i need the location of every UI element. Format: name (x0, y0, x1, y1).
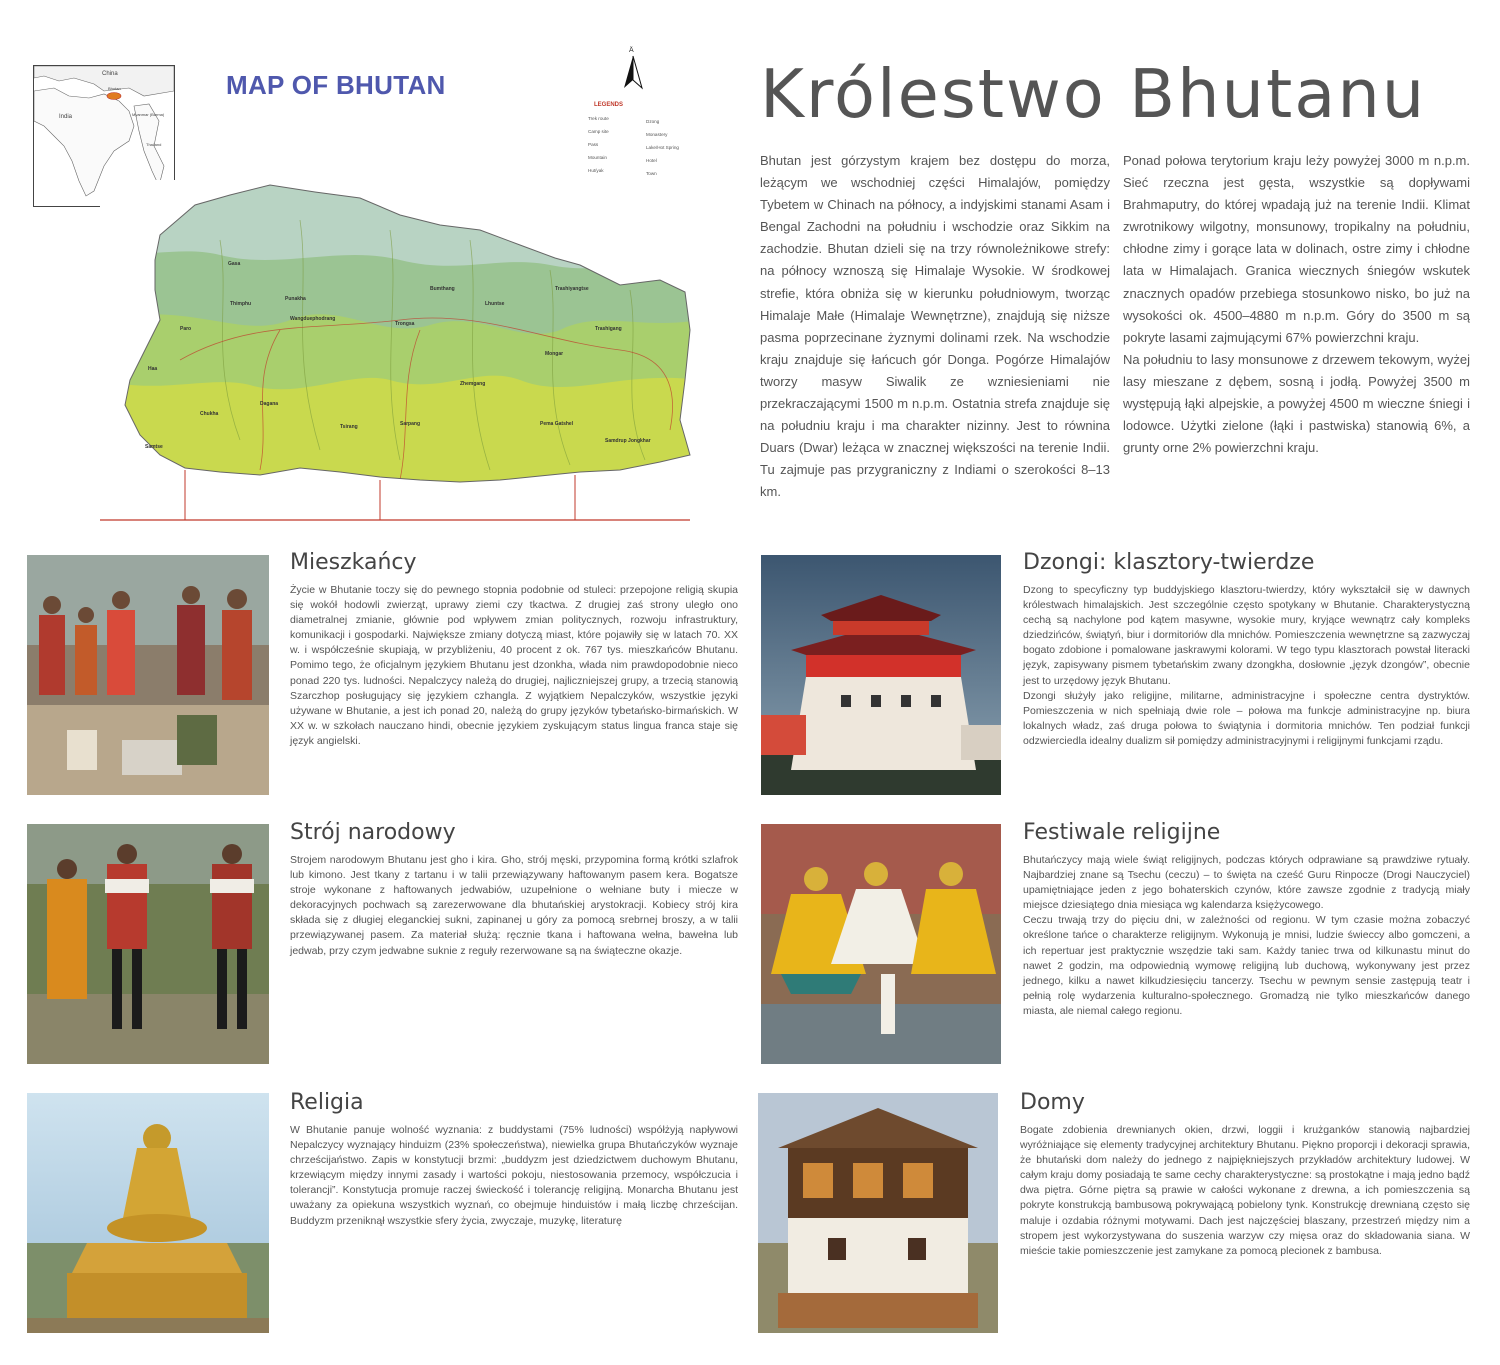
place-label: Dagana (260, 401, 279, 407)
section-body-stroj (290, 853, 738, 959)
place-label: Samtse (145, 444, 163, 450)
place-label: Haa (148, 366, 158, 372)
inset-label-china: China (102, 71, 118, 77)
intro-right-column (1123, 150, 1470, 459)
north-arrow-icon (620, 44, 646, 94)
map-title: MAP OF BHUTAN (226, 70, 446, 100)
section-body-festiwale (1023, 853, 1470, 1019)
legend-item: Dzong (646, 119, 660, 124)
page-title: Królestwo Bhutanu (760, 55, 1427, 133)
place-label: Sarpang (400, 421, 421, 427)
festival-photo (761, 824, 1001, 1064)
legend-item: Camp site (588, 129, 609, 134)
inset-label-thailand: Thailand (146, 142, 162, 147)
section-title-festiwale: Festiwale religijne (1023, 820, 1221, 845)
section-title-dzongi: Dzongi: klasztory-twierdze (1023, 550, 1315, 575)
legend-item: Pass (588, 142, 599, 147)
paragraph: Bogate zdobienia drewnianych okien, drzwi, loggii i krużganków stanowią najbardziej wyróżniające się elementy tradycyjnej architektury Bhutanu. Piękno proporcji i dekoracji sprawia, że bhutański dom należy do jednego z najpiękniejszych przykładów architektury ludowej. W całym kraju domy posiadają te same cechy charakterystyczne: są prostokątne i mają jedno bądź dwa piętra. Górne piętra są prawie w całości wykonane z drewna, a ich pomieszczenia są pokryte konstrukcją bambusową pokrywającą pobielony tynk. Konstrukcję drewnianą często się maluje i ozdabia różnymi motywami. Dach jest najczęściej blaszany, przestrzeń między nim a stropem jest wykorzystywana do suszenia warzyw czy mięsa oraz do składowania siana. W mieście takie pomieszczenie jest zamykane za pomocą plecionek z bambusa. (1020, 1124, 1470, 1257)
section-title-stroj: Strój narodowy (290, 820, 456, 845)
intro-right-paragraph: Na południu to lasy monsunowe z drzewem tekowym, wyżej lasy mieszane z dębem, sosną i jodłą. Powyżej 3500 m występują łąki alpejskie, a powyżej 4500 m wieczne śniegi i lodowce. Użytki zielone (łąki i pastwiska) stanowią 6%, a grunty orne 2% powierzchni kraju. (1123, 351, 1470, 456)
place-label: Gasa (228, 261, 241, 267)
traditional-house-photo (758, 1093, 998, 1333)
paragraph: Bhutańczycy mają wiele świąt religijnych, podczas których odprawiane są prawdziwe rytuały. Najbardziej znane są Tsechu (ceczu) – to święta na cześć Guru Rinpocze (Drogi Nauczyciel) upamiętniające jeden z jego bohaterskich czynów, które zawsze zgodnie z tradycją miały miejsce dziesiątego dnia miesiąca wg kalendarza księżycowego. (1023, 854, 1470, 912)
legend-item: Hut/yak (588, 168, 604, 173)
place-label: Thimphu (230, 301, 252, 307)
section-title-domy: Domy (1020, 1090, 1085, 1115)
section-body-dzongi (1023, 583, 1470, 749)
legend-item: Mountain (588, 155, 607, 160)
legend-item: Lake/Hot Spring (646, 145, 679, 150)
legend-item: Hotel (646, 158, 657, 163)
place-label: Pema Gatshel (540, 421, 574, 427)
intro-left-column: Bhutan jest górzystym krajem bez dostępu do morza, leżącym we wschodniej części Himalajów, pomiędzy Tybetem w Chinach na północy, a indyjskimi stanami Asam i Bengal Zachodni na południu i wschodzie oraz Sikkim na zachodzie. Bhutan dzieli się na trzy równoleżnikowe strefy: na północy wznoszą się Himalaje Wysokie. W środkowej strefie, która obniża się w kierunku południowym, tworząc Himalaje Małe (Himalaje Wewnętrzne), znajdują się niższe pasma poprzecinane żyznymi dolinami rzek. Na wschodzie kraju znajduje się łańcuch gór Donga. Pogórze Himalajów tworzy masyw Siwalik ze wzniesieniami nie przekraczającymi 1500 m n.p.m. Ostatnia strefa znajduje się na południu kraju i ma charakter nizinny. Jest to równina Duars (Dwar) leżąca w znacznej większości na terenie Indii. Tu zajmuje pas przygraniczny z Indiami o szerokości 8–13 km. (760, 153, 1110, 500)
place-label: Bumthang (430, 286, 455, 292)
place-label: Lhuntse (485, 301, 505, 307)
place-label: Chukha (200, 411, 219, 417)
legend-item: Monastery (646, 132, 668, 137)
bhutan-map (100, 180, 700, 530)
section-title-mieszkancy: Mieszkańcy (290, 550, 417, 575)
place-label: Zhemgang (460, 381, 486, 387)
dzong-photo (761, 555, 1001, 795)
place-label: Wangduephodrang (290, 316, 336, 322)
place-label: Samdrup Jongkhar (605, 438, 651, 444)
section-body-mieszkancy (290, 583, 738, 749)
place-label: Trongsa (395, 321, 415, 327)
paragraph: Dzongi służyły jako religijne, militarne, administracyjne i społeczne centra dystryktów. Pomieszczenia w nich spełniają dwie role – połowa ma funkcje administracyjne np. biura lokalnych władz, zaś druga połowa to świątynia i dormitoria mnichów. Ten podział funkcji odzwierciedla idealny dualizm sił pomiędzy administracyjnymi i religijnymi funkcjami rządu. (1023, 689, 1470, 747)
paragraph: Ceczu trwają trzy do pięciu dni, w zależności od regionu. W tym czasie można zobaczyć określone tańce o charakterze religijnym. Wykonują je mnisi, ludzie świeccy albo gomczeni, a ich repertuar jest praktycznie wszędzie taki sam. Każdy taniec trwa od kilkunastu minut do nawet 2 godzin, ma odpowiednią wymowę religijną lub duchową, wykonywany jest przez jednego, kilku a nawet kilkudziesięciu tancerzy. Tsechu w pewnym sensie zastępują teatr i pełnią rolę wydarzenia kulturalno-społecznego. Gromadzą nie tylko mieszkańców danego miasta, ale niemal całego regionu. (1023, 914, 1470, 1017)
paragraph: Życie w Bhutanie toczy się do pewnego stopnia podobnie od stuleci: przepojone religią skupia się wokół hodowli zwierząt, uprawy ziemi czy tkactwa. Z drugiej zaś strony uległo ono diametralnej zmianie, głównie pod wpływem zmian politycznych, rozwoju infrastruktury, komunikacji i gospodarki. Największe zmiany dotyczą miast, które pojawiły się w latach 70. XX w. i współcześnie skupiają, w przybliżeniu, 40 procent z ok. 767 tys. mieszkańców Bhutanu. Pomimo tego, że oficjalnym językiem Bhutanu jest dzonkha, włada nim prawdopodobnie nieco ponad 220 tys. ludności. Nepalczycy należą do drugiej, najliczniejszej grupy, a trzecią stanowią Szarczhop posługujący się językiem czhangla. Z wyjątkiem Nepalczyków, wszystkie języki używane w Bhutanie, a jest ich ponad 20, należą do grupy języków tybetańsko-birmańskich. W XX w. w szkołach nauczano hindi, obecnie językiem zyskującym status lingua franca staje się język angielski. (290, 584, 738, 747)
intro-right-paragraph: Ponad połowa terytorium kraju leży powyżej 3000 m n.p.m. Sieć rzeczna jest gęsta, wszystkie są dopływami Brahmaputry, do której wpadają już na terenie Indii. Klimat zwrotnikowy wilgotny, monsunowy, tropikalny na południu, chłodne zimy i gorące lata w dolinach, ostre zimy i chłodne lata w Himalajach. Granica wiecznych śniegów wskutek znacznych opadów przebiega stosunkowo nisko, bo już na wysokości ok. 4500–4880 m n.p.m. Góry do 3500 m są pokryte lasami zajmującymi 67% powierzchni kraju. (1123, 153, 1470, 345)
place-label: Punakha (285, 296, 306, 302)
place-label: Tsirang (340, 424, 358, 430)
inset-label-myanmar: Myanmar (Burma) (132, 112, 165, 117)
buddha-statue-photo (27, 1093, 269, 1333)
paragraph: Strojem narodowym Bhutanu jest gho i kira. Gho, strój męski, przypomina formą krótki szlafrok lub kimono. Jest tkany z tartanu i w talii przewiązywany haftowanym pasem kera. Bogatsze stroje wykonane z haftowanych jedwabiów, uzupełnione o wełniane buty i miecze w dekoracyjnych pochwach są zarezerwowane dla bhutańskiej arystokracji. Kobiecy strój kira składa się z długiej eleganckiej sukni, zapinanej u góry za pomocą srebrnej broszy, a w talii przewiązywanej pasem. Za materiał służą: ręcznie tkana i haftowana wełna, bawełna lub jedwab, przy czym jedwabne suknie z reguły rezerwowane są na świąteczne okazje. (290, 854, 738, 957)
place-label: Paro (180, 326, 192, 332)
inset-label-india: India (59, 114, 73, 120)
section-body-religia (290, 1123, 738, 1229)
place-label: Trashigang (595, 326, 622, 332)
place-label: Trashiyangtse (555, 286, 589, 292)
national-dress-photo (27, 824, 269, 1064)
inset-label-bhutan: Bhutan (108, 86, 121, 91)
legend-item: Trek route (588, 116, 609, 121)
section-title-religia: Religia (290, 1090, 364, 1115)
paragraph: Dzong to specyficzny typ buddyjskiego klasztoru-twierdzy, który wykształcił się w dawnych królestwach himalajskich. Jest szczególnie często spotykany w Bhutanie. Charakterystyczną cechą są nachylone pod kątem masywne, wysokie mury, kryjące wewnątrz cały kompleks dziedzińców, świątyń, biur i dormitoriów dla mnichów. Pomieszczenia wewnętrzne są zazwyczaj bogato zdobione i pomalowane jaskrawymi kolorami. W tego typu klasztorach powstał literacki język, zapisywany pismem tybetańskim zwany dzongkha, dosłownie „język dzongów”, obecnie jest to urzędowy język Bhutanu. (1023, 584, 1470, 687)
people-photo (27, 555, 269, 795)
place-label: Mongar (545, 351, 564, 357)
svg-text:Ä: Ä (629, 47, 634, 54)
legend-item: Town (646, 171, 657, 176)
legend-title: LEGENDS (594, 102, 624, 108)
paragraph: W Bhutanie panuje wolność wyznania: z buddystami (75% ludności) współżyją napływowi Nepalczycy wyznający hinduizm (23% społeczeństwa), niewielka grupa Bhutańczyków wyznaje chrześcijaństwo. Zapis w konstytucji brzmi: „buddyzm jest dziedzictwem duchowym Bhutanu, krzewiącym między innymi zasady i wartości pokoju, niestosowania przemocy, współczucia i tolerancji”. Konstytucja promuje raczej świeckość i tolerancję religijną. Monarcha Bhutanu jest uważany za opiekuna wszystkich wyznań, co obejmuje hinduistów i małą liczbę chrześcijan. Buddyzm przeniknął wszystkie sfery życia, zwyczaje, muzykę, literaturę (290, 1124, 738, 1227)
section-body-domy (1020, 1123, 1470, 1259)
